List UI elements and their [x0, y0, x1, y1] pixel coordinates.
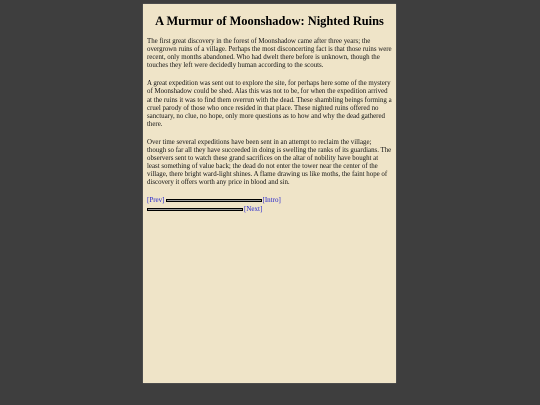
nav-row-2	[147, 205, 392, 214]
nav-divider-bar	[147, 208, 243, 211]
page-navigation	[147, 196, 392, 214]
next-link[interactable]: [Next]	[244, 204, 263, 213]
content-page	[143, 4, 396, 383]
prev-link[interactable]: [Prev]	[147, 195, 165, 204]
paragraph-1: The first great discovery in the forest of Moonshadow came after three years; the overgrown ruins of a village. Perhaps the most disconcerting fact is that those ruins were recent, only months abandoned. Who had dwelt there before is unknown, though the touches they left were decidedly human according to the scouts.	[147, 38, 392, 70]
page-title: A Murmur of Moonshadow: Nighted Ruins	[155, 14, 384, 28]
intro-link[interactable]: [Intro]	[262, 195, 281, 204]
paragraph-2: A great expedition was sent out to explore the site, for perhaps here some of the mystery of Moonshadow could be shed. Alas this was not to be, for when the expedition arrived at the ruins it was to find them overrun with the dead. These shambling beings forming a cruel parody of those who once resided in that place. These nighted ruins offered no sanctuary, no clue, no hope, only more questions as to how and why the dead gathered there.	[147, 80, 392, 128]
paragraph-3: Over time several expeditions have been sent in an attempt to reclaim the village; though so far all they have succeeded in doing is swelling the ranks of its guardians. The observers sent to watch these grand sacrifices on the altar of nobility have bought at least something of value back; the dead do not enter the tower near the center of the village, there bright ward-light shines. A flame drawing us like moths, the faint hope of discovery it offers worth any price in blood and sin.	[147, 138, 392, 187]
nav-row-1	[147, 196, 392, 205]
nav-divider-bar	[166, 199, 262, 202]
